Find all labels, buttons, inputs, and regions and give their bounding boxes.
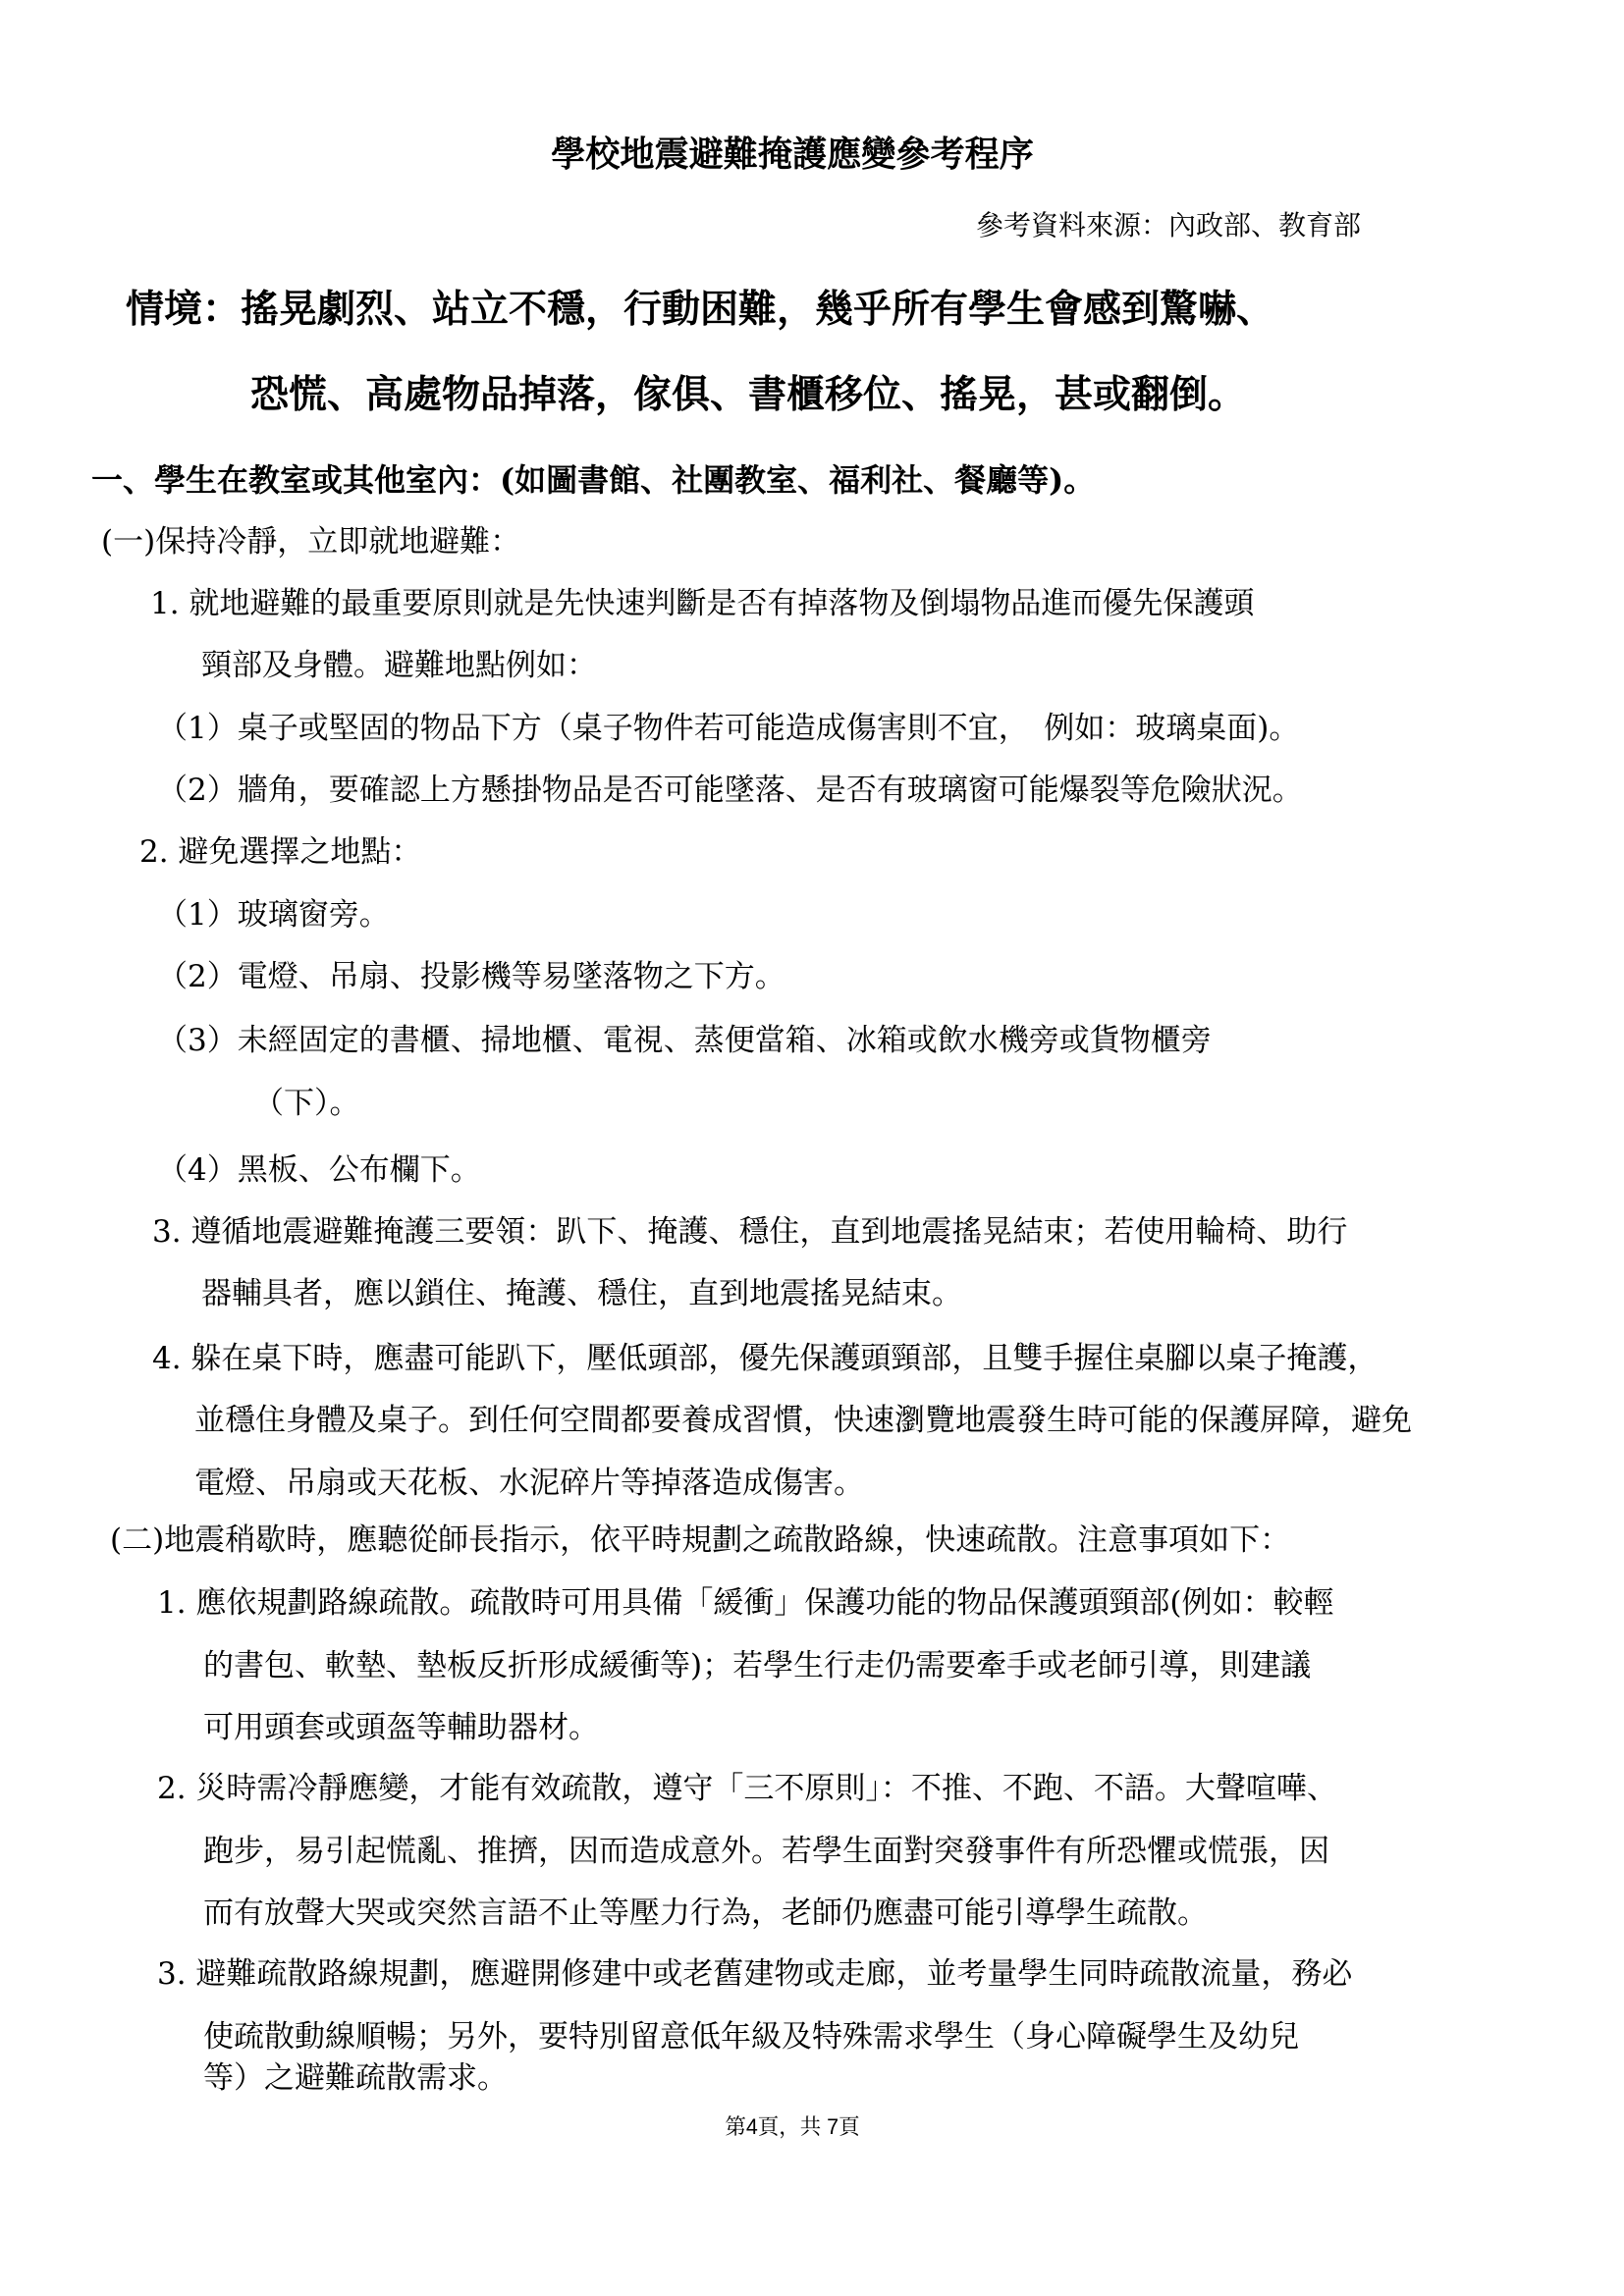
sub2-item-1-line-2: 的書包、軟墊、墊板反折形成緩衝等)；若學生行走仍需要牽手或老師引導，則建議	[203, 1648, 1312, 1683]
section-heading: 一、學生在教室或其他室內：(如圖書館、社團教室、福利社、餐廳等)。	[91, 461, 1096, 499]
scenario-line-2: 恐慌、高處物品掉落，傢俱、書櫃移位、搖晃，甚或翻倒。	[250, 372, 1247, 417]
scenario-line-1: 情境：搖晃劇烈、站立不穩，行動困難，幾乎所有學生會感到驚嚇、	[126, 287, 1275, 332]
document-title: 學校地震避難掩護應變參考程序	[551, 133, 1034, 175]
item-2-1: （1）玻璃窗旁。	[157, 897, 390, 933]
source-reference: 參考資料來源：內政部、教育部	[975, 209, 1361, 241]
item-4-line-3: 電燈、吊扇或天花板、水泥碎片等掉落造成傷害。	[194, 1466, 864, 1501]
item-1-1: （1）桌子或堅固的物品下方（桌子物件若可能造成傷害則不宜， 例如：玻璃桌面)。	[157, 711, 1300, 746]
page-number-footer: 第4頁，共 7頁	[725, 2114, 860, 2139]
sub2-item-3-line-1: 3. 避難疏散路線規劃，應避開修建中或老舊建物或走廊，並考量學生同時疏散流量，務必	[157, 1956, 1353, 1992]
item-4-line-2: 並穩住身體及桌子。到任何空間都要養成習慣，快速瀏覽地震發生時可能的保護屏障，避免	[194, 1403, 1412, 1438]
item-1-line-2: 頸部及身體。避難地點例如：	[201, 648, 597, 683]
item-1-2: （2）牆角，要確認上方懸掛物品是否可能墜落、是否有玻璃窗可能爆裂等危險狀況。	[157, 773, 1303, 808]
item-1-line-1: 1. 就地避難的最重要原則就是先快速判斷是否有掉落物及倒塌物品進而優先保護頭	[150, 586, 1255, 621]
subsection-2-heading: (二)地震稍歇時，應聽從師長指示，依平時規劃之疏散路線，快速疏散。注意事項如下：	[110, 1522, 1291, 1558]
item-2-2: （2）電燈、吊扇、投影機等易墜落物之下方。	[157, 959, 785, 994]
item-2-4: （4）黑板、公布欄下。	[157, 1152, 481, 1188]
item-3-line-1: 3. 遵循地震避難掩護三要領：趴下、掩護、穩住，直到地震搖晃結束；若使用輪椅、助行	[152, 1214, 1348, 1250]
sub2-item-3-line-3: 等）之避難疏散需求。	[203, 2060, 508, 2096]
item-2-3-line-2: （下）。	[253, 1086, 360, 1121]
sub2-item-3-line-2: 使疏散動線順暢；另外，要特別留意低年級及特殊需求學生（身心障礙學生及幼兒	[203, 2019, 1299, 2055]
item-3-line-2: 器輔具者，應以鎖住、掩護、穩住，直到地震搖晃結束。	[201, 1276, 962, 1311]
item-2: 2. 避免選擇之地點：	[139, 834, 422, 870]
subsection-1-heading: (一)保持冷靜，立即就地避難：	[101, 524, 521, 560]
sub2-item-2-line-2: 跑步，易引起慌亂、推擠，因而造成意外。若學生面對突發事件有所恐懼或慌張，因	[203, 1834, 1329, 1869]
sub2-item-2-line-1: 2. 災時需冷靜應變，才能有效疏散，遵守「三不原則」：不推、不跑、不語。大聲喧嘩、	[157, 1771, 1337, 1806]
sub2-item-2-line-3: 而有放聲大哭或突然言語不止等壓力行為，老師仍應盡可能引導學生疏散。	[203, 1896, 1208, 1931]
item-4-line-1: 4. 躲在桌下時，應盡可能趴下，壓低頭部，優先保護頭頸部，且雙手握住桌腳以桌子掩護，	[152, 1341, 1379, 1376]
sub2-item-1-line-3: 可用頭套或頭盔等輔助器材。	[203, 1710, 599, 1745]
sub2-item-1-line-1: 1. 應依規劃路線疏散。疏散時可用具備「緩衝」保護功能的物品保護頭頸部(例如：較輕	[157, 1585, 1334, 1621]
item-2-3-line-1: （3）未經固定的書櫃、掃地櫃、電視、蒸便當箱、冰箱或飲水機旁或貨物櫃旁	[157, 1023, 1212, 1058]
